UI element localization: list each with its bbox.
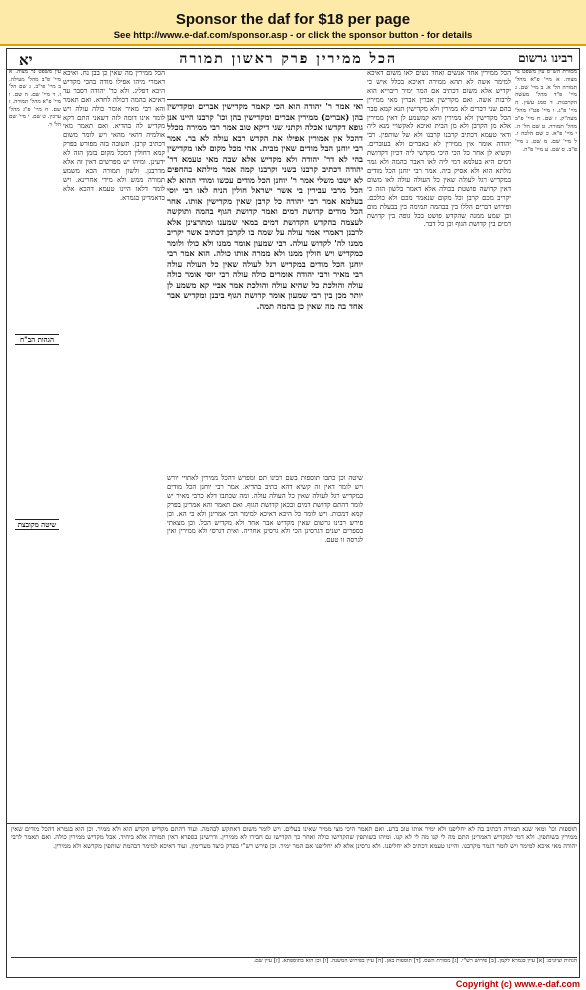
sponsor-title: Sponsor the daf for $18 per page	[175, 11, 411, 28]
hagahot-label: הגהות הב"ח	[15, 334, 59, 345]
shita-label: שיטה מקובצת	[15, 519, 59, 530]
tosafot-column: הכל ממירין מה שאין כן בבן נח. ואיכא דאמרי מיהו אפילו מודה בהכי מקדיש היכא דפליג. ולא כר' יהודה דסבר עד דאיכא בהמה דכולה לחדא. ואם תאמר והא רבי מאיר אומר כולה עולה ויש לומר אינו דומה לזה דשאני התם דקא מקדיש לה בהדיא. ואם תאמר מאי אולמיה דהאי מהאי ויש לומר משום דכתיב קרבן. תשובה בזה מפורש בפרק קמא דחולין דמכל מקום בזמן הזה לא ידעינן. ומיהו יש מפרשים דאין זה אלא מדרבנן. ולשון תמורה הכא משמע תמורה ממש ולא מידי אחרינא. ויש לומר דלאו היינו טעמא דהכא אלא כדאמרינן בגמרא.	[63, 69, 165, 202]
tosafot-lower-column: שיטה וכן כתבו תוספות בשם רבינו תם ומפרש דהכל ממירין לאתויי יורש ויש לומר דאין זה קשיא דהא כתיב בהדיא. אמר רבי יוחנן הכל מודים במקדיש רגל לעולה שאין כל העולה עולה. ומה שכתבו דלא כרבי מאיר יש לומר דהתם קדושת דמים ובכאן קדושת הגוף. ואם תאמר והא אמרינן בפרק קמא דמכות. ויש לומר כל היכא דאיכא למימר הכי אמרינן ולא כי הא. וכן פירש רבינו גרשום שאין מקדיש אבר אחד ולא מקדיש הכל. וכן מצאתי בספרים ישנים דגרסינן הכי ולא גרסינן אחריה. ואית דגרסי ולא ממירין ואין לגרסה זו טעם.	[167, 474, 363, 545]
sponsor-subtitle: See http://www.e-daf.com/sponsor.asp - or click the sponsor button - for details	[113, 30, 473, 41]
far-left-column: עין משפט נר מצוה. א מיי' פ"ב מהל' מעילה. ב מיי' פי"ב. ג שם הל' ז. ד מיי' שם. ה שם. ו מיי' פ"א מהל' תמורה. ז שם. ח מיי' פ"ג מהל' ערכין. ט שם. י מיי' שם הל' ד.	[9, 69, 61, 128]
rashi-column: הכל ממירין אחד אנשים ואחד נשים לאו משום דאיכא למימר אשה לא תהא ממירה דאיכא בכלל איש כי יקדיש אלא משום דכתיב אם המר ימיר ריבוייא הוא לרבות אשה. ואם מקדישין אברין אברין מאי ממירין בהם שני דברים לא ממירין ולא מקדישין תנא קמא סבר הכל מקדישין ולא ממירין והא קמשמע לן דאין ממירין אלא מן הקרבן ולא מן הבית ואיכא לאקשויי מנא ליה ודאי טעמא דכתיב קרבנו קרבנו ולא של שותפין. רבי יהודה אומר אין ממירין לא באברים ולא בעוברים. וקשיא לן אחר כל הכי היכי מקדשי ליה דכיון דקדושת דמים היא בעלמא דמי ליה לאו דאבר בהמה ולא גמר מלתא הוא ולא אסיק ביה. אמר רבי יוחנן הכל מודים במקדיש רגל לעולה שאין כל העולה עולה לאו משום דאין קדושה פושטת בכולה אלא דאמר בלשון הזה כי יקריב מכם קרבן וכל מקום שנאמר מכם ולא כולכם. ופירוש דברים הללו בין בבהמה תמימה בין בבעלת מום וכן שמע ממנה שהקדש פושט בכל גופה בין קדושת דמים בין קדושת הגוף וכן כל דבר.	[367, 69, 511, 229]
bottom-rule	[7, 823, 580, 824]
copyright-notice: Copyright (c) www.e-daf.com	[455, 979, 580, 989]
sponsor-banner[interactable]	[0, 0, 586, 46]
chapter-title: הכל ממירין פרק ראשון תמורה	[179, 51, 397, 67]
main-text-header	[167, 73, 363, 100]
bottom-commentary: תוספות וכו' ומאי שנא תמורה דכתיב בה לא יחליפנו ולא ימיר אותו טוב ברע. ואם תאמר היכי מצי ממיר שאינו בעלים. ויש לומר משום דאתקש לבהמה. ועוד דהתם מקדיש הקדש הוא ולא ממיר. וכן הוא בגמרא דהכל מודים שאין ממירין בשותפין. ולא דמי למקדיש דאמרינן התם מה לי קנו מה לי לא קנו. ומיהו בשותפין שהקדישו כולה ואחר כך הקדישו גם חבירו לא ממירין. ודרשינן בספרא דאין תמורה אלא ביחיד. אבל מקדיש ממירין כולה. ואם תאמר לרבי יהודה מאי איכא למימר ויש לומר דגמר מקרבנו. והיינו טעמא דכתיב לא יחליפנו. ולא גרסינן אלא לא יחליפנו אם המר ימיר. וכן פירש רש"י בפרק כיצד מערימין. ועוד דאיכא למימר דבהמת שותפין מקדשא ולא ממירין.	[11, 825, 577, 850]
commentary-title: רבינו גרשום	[518, 51, 573, 65]
main-text: ואי אמר ר' יהודה הוא הכי קאמר מקדישין אברים ומקדישין בהן (אברים) ממירין אברים ומקדישין בהן וכו' קרבנו היינו אנן גופא דקדשו אכלה וקתני שני דיקא טוב אמר רבי ממירה מכלל דהכל אין אמורין אפילו את הקדש רבא עולה לא בר. אמר רבי יוחנן הבל מודים שאין מבית. אהי מכל מקום לאו מקדישין בהי לא דר' יהודה ולא מקדיש אלא שבה מאי טעמא דר' יהודה דכתיב קרבנו בשני וקרבנו קמה אמר מילתא בהחפים לא ישבו משלי אמר ר' יוחנן הכל מודים עכשו ומודי ההוא לא הכל מרבי עבירין בי אשר ישראל חולין הניח לאו רבי יוסי בעלמא אמר רבי יהודה כל קרבן שאין מקדישין אותו. אחר הכל מודים קדושת דמים ואמר קדושת הגוף בהמה ותוקשה לעצמה בהקדש הקדושת דמים במאי שמענו ומתרצינן אלא לרבנן דאמרי אמר עולה על שמה בו לקרבן דכתיב אשר יקריב ממנו לה' לקדוש עולה. רבי שמעון אומר ממנו ולא כולו ולומר כמקדיש ויש חולין ממנו ולא ממרה אותו כולה. הוא אמר רבי יוחנן הכל מודים במקדיש רגל לעולה שאין כל העולה עולה רבי מאיר ורבי יהודה אומרים כולה עולה רבי יוסי אומר כולה עולה והולכת כל שהיא עולה והולכת אמר אביי קא משמע לן יותר מכן בין רבי שמעון אומר קדושת הגוף ביבנן ומקדיש אבר אחד בה מה שאין כן בהמה תמה.	[167, 101, 363, 311]
far-right-column: מסורת הש"ס עין משפט נר מצוה. א מיי' פ"א מהל' תמורה הל' א. ב מיי' שם. ג מיי' פ"ד מהל' מעשה הקרבנות. ד סמג עשין. ה מיי' פ"ג. ו מיי' פט"ו מהל' מעה"ק. ז שם. ח מיי' פ"ב מהל' תמורה. ט שם הל' ה. י מיי' פ"א. כ שם הלכה ו. ל מיי' שם. מ שם. נ מיי' פ"ב. ס שם. ע מיי' פ"ה.	[515, 69, 577, 153]
talmud-page	[6, 48, 580, 978]
page-number: יא	[19, 51, 33, 69]
footnotes: הגהות וציונים: [א] עיין בגמרא לקמן. [ב] פירוש רש"י. [ג] מסורת השס. [ד] תוספות כאן. [ה] עיין בפירוש המשנה. [ו] וכן הוא בתוספתא. [ז] עיין שם.	[11, 957, 577, 978]
